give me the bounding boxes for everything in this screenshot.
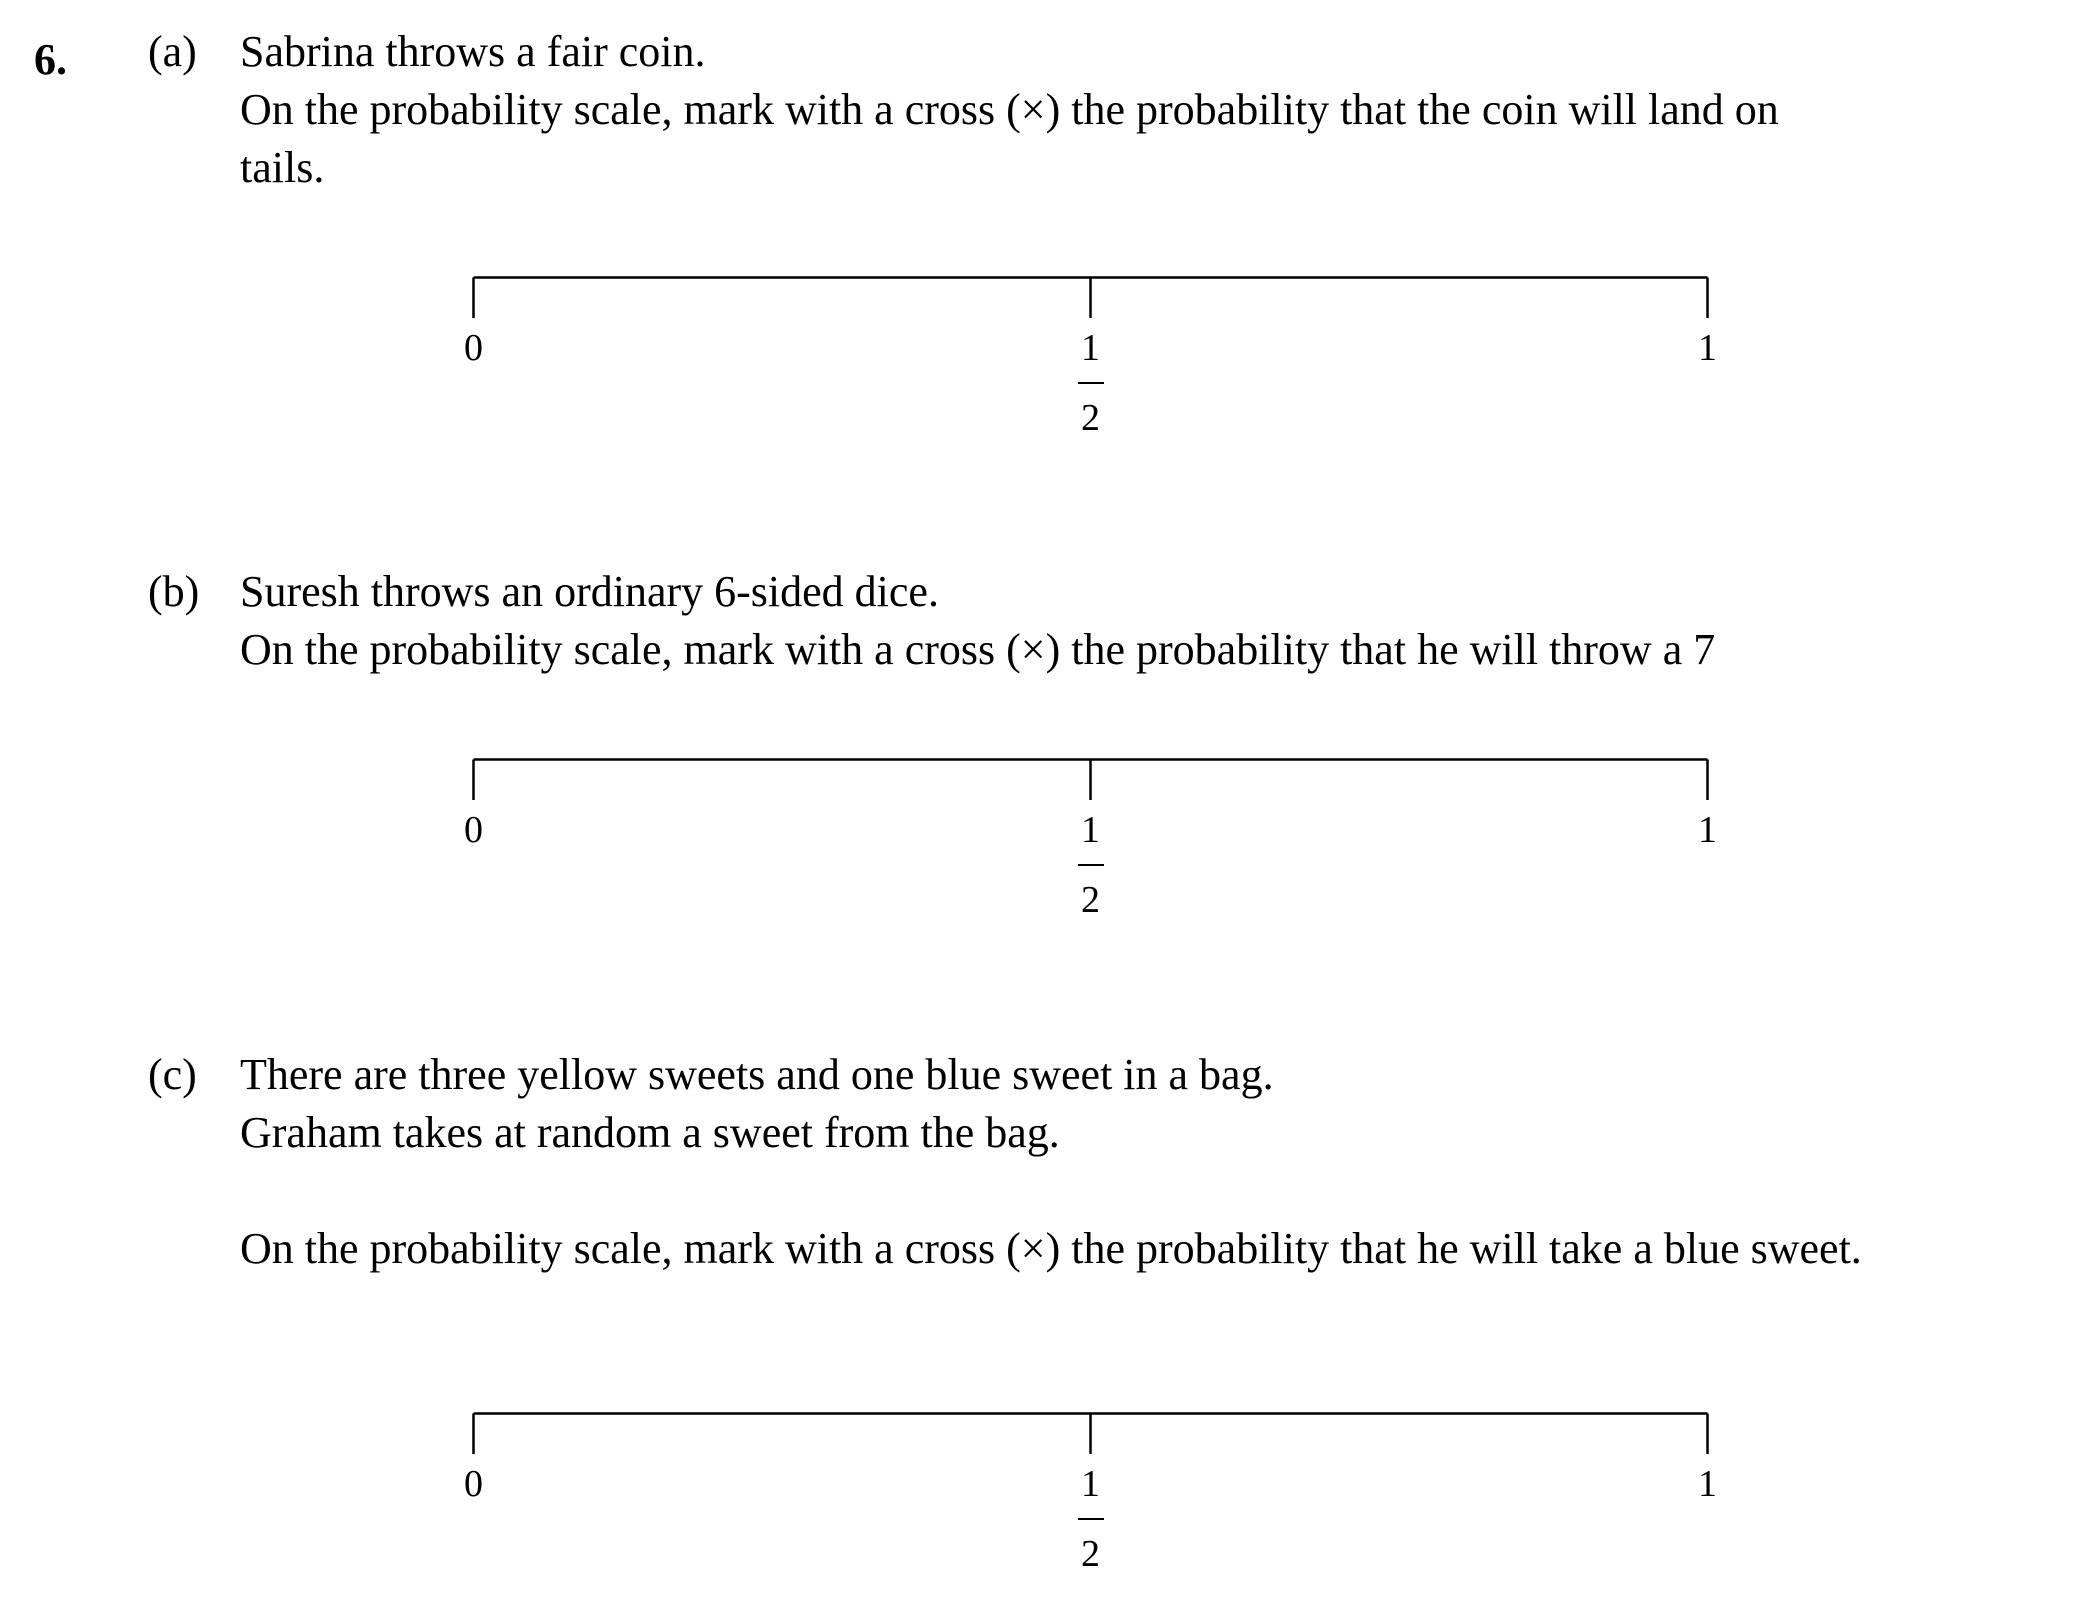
part-b-line-2: On the probability scale, mark with a cross (×) the probability that he will throw a 7 (240, 625, 1716, 674)
part-b-text (240, 563, 2045, 679)
scale-label-zero: 0 (464, 1463, 483, 1505)
part-c-instruction: On the probability scale, mark with a cross (×) the probability that he will take a blue sweet. (240, 1224, 1862, 1273)
scale-label-one: 1 (1698, 809, 1717, 851)
scale-c-lines (472, 1412, 1710, 1458)
scale-label-one: 1 (1698, 327, 1717, 369)
scale-label-half (1061, 328, 1121, 438)
fraction-bar (1078, 864, 1104, 866)
probability-scale-a[interactable] (464, 276, 1792, 466)
fraction-numerator: 1 (1081, 1463, 1100, 1505)
probability-scale-c[interactable] (464, 1412, 1792, 1602)
part-a-line-2: On the probability scale, mark with a cross (×) the probability that the coin will land on (240, 85, 1779, 134)
part-a-line-1: Sabrina throws a fair coin. (240, 27, 706, 76)
scale-label-zero: 0 (464, 327, 483, 369)
fraction-numerator: 1 (1081, 809, 1100, 851)
scale-label-one: 1 (1698, 1463, 1717, 1505)
fraction-bar (1078, 382, 1104, 384)
part-b-line-1: Suresh throws an ordinary 6-sided dice. (240, 567, 939, 616)
part-c-label: (c) (148, 1050, 197, 1099)
scale-b-lines (472, 758, 1710, 804)
fraction-numerator: 1 (1081, 327, 1100, 369)
part-b-label: (b) (148, 567, 200, 616)
fraction-denominator: 2 (1081, 879, 1100, 921)
question-number: 6. (34, 35, 67, 84)
scale-label-half (1061, 1464, 1121, 1574)
part-c-line-1: There are three yellow sweets and one blue sweet in a bag. (240, 1050, 1274, 1099)
fraction-bar (1078, 1518, 1104, 1520)
part-a-text (240, 23, 2045, 197)
scale-a-lines (472, 276, 1710, 322)
probability-scale-b[interactable] (464, 758, 1792, 948)
scale-label-half (1061, 810, 1121, 920)
fraction-denominator: 2 (1081, 397, 1100, 439)
part-a-line-3: tails. (240, 143, 325, 192)
scale-label-zero: 0 (464, 809, 483, 851)
part-a-label: (a) (148, 27, 197, 76)
part-c-text (240, 1046, 2045, 1162)
fraction-denominator: 2 (1081, 1533, 1100, 1575)
part-c-line-2: Graham takes at random a sweet from the bag. (240, 1108, 1060, 1157)
